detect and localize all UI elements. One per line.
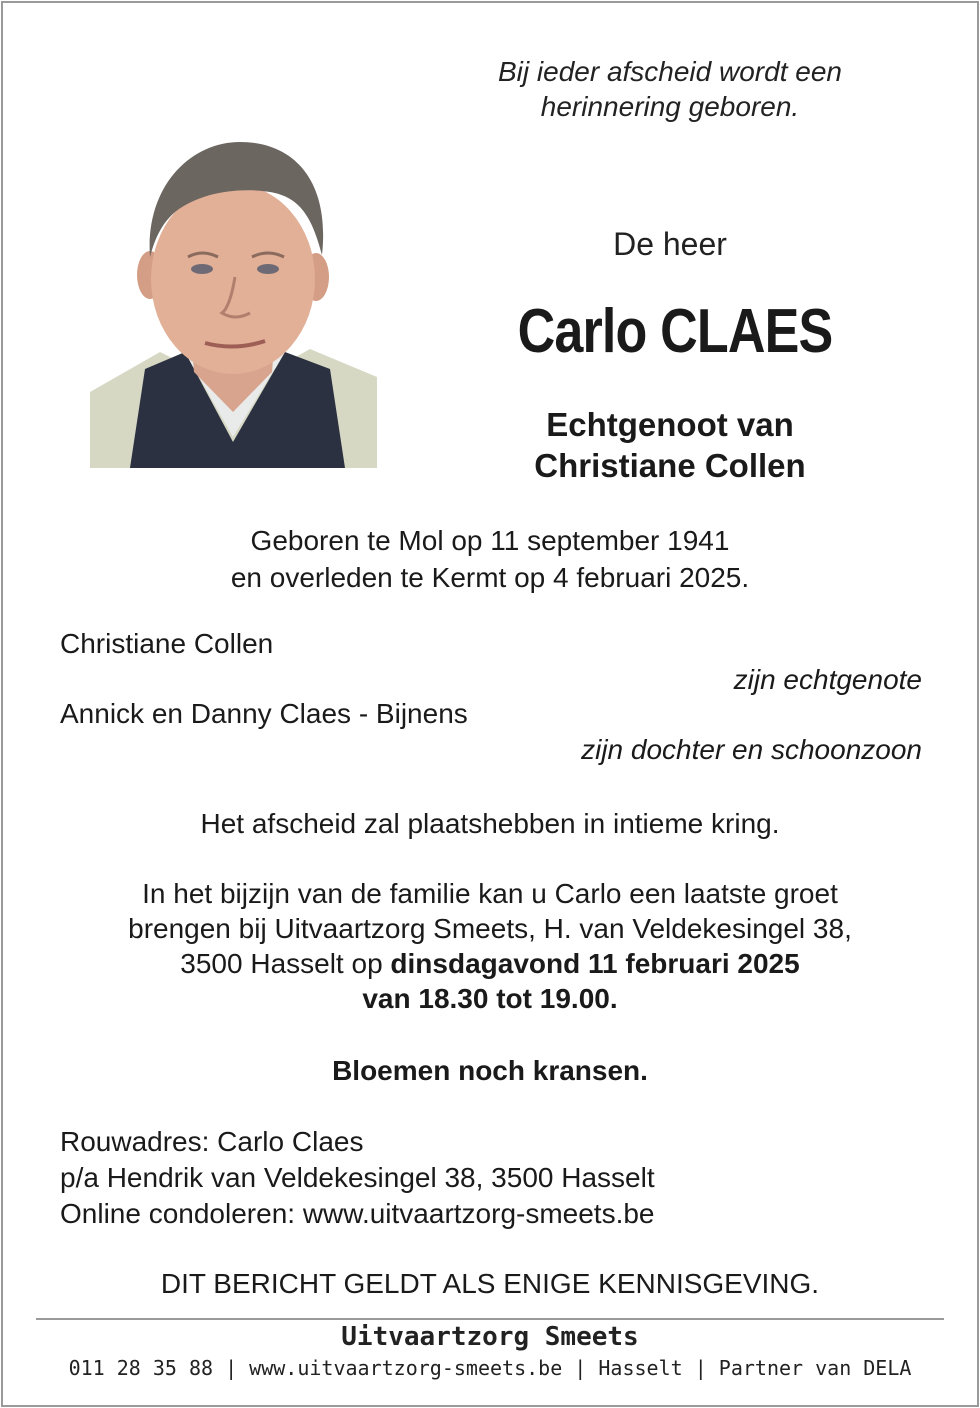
address-line-3: Online condoleren: www.uitvaartzorg-smeets.be (60, 1198, 655, 1229)
funeral-home-name: Uitvaartzorg Smeets (341, 1322, 639, 1352)
visit-line-2: brengen bij Uitvaartzorg Smeets, H. van Veldekesingel 38, (128, 913, 852, 944)
visit-line-3 (0, 946, 980, 981)
birth-line: Geboren te Mol op 11 september 1941 (250, 525, 730, 556)
visit-time: van 18.30 tot 19.00. (362, 983, 618, 1014)
portrait-photo (90, 137, 377, 468)
death-line: en overleden te Kermt op 4 februari 2025. (230, 562, 750, 593)
visit-block (0, 876, 980, 1016)
spouse-line-1: Echtgenoot van (546, 406, 794, 443)
quote-line-1: Bij ieder afscheid wordt een (498, 56, 842, 87)
family-member-name: Christiane Collen (60, 628, 274, 659)
family-member-relation: zijn echtgenote (733, 664, 922, 695)
quote-line-2: herinnering geboren. (540, 91, 800, 122)
address-line-2: p/a Hendrik van Veldekesingel 38, 3500 Hasselt (60, 1162, 655, 1193)
official-notice: DIT BERICHT GELDT ALS ENIGE KENNISGEVING. (160, 1268, 820, 1299)
footer-divider (36, 1318, 944, 1320)
family-member-relation: zijn dochter en schoonzoon (581, 734, 922, 765)
farewell-text: Het afscheid zal plaatshebben in intieme kring. (200, 808, 780, 839)
quote (400, 54, 940, 124)
visit-line-3-prefix: 3500 Hasselt op (180, 948, 391, 979)
funeral-home-contact: 011 28 35 88 | www.uitvaartzorg-smeets.be | Hasselt | Partner van DELA (68, 1356, 912, 1380)
salutation: De heer (613, 226, 727, 262)
spouse-block (400, 404, 940, 486)
address-line-1: Rouwadres: Carlo Claes (60, 1126, 364, 1157)
spouse-line-2: Christiane Collen (534, 447, 806, 484)
visit-date: dinsdagavond 11 februari 2025 (390, 948, 800, 979)
flowers-notice: Bloemen noch kransen. (332, 1055, 648, 1086)
mourning-address (60, 1124, 655, 1232)
family-member-name: Annick en Danny Claes - Bijnens (60, 698, 468, 729)
deceased-name: Carlo CLAES (517, 297, 833, 366)
visit-line-1: In het bijzijn van de familie kan u Carlo een laatste groet (142, 878, 838, 909)
birth-death-dates (0, 522, 980, 596)
